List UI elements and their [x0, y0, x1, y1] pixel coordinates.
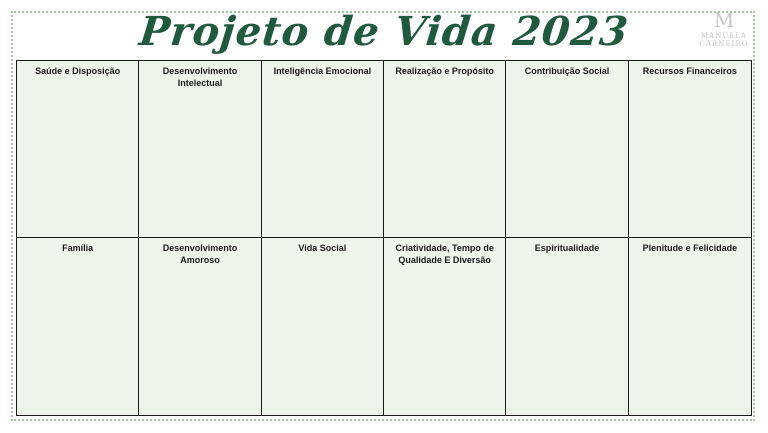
- area-label: Contribuição Social: [524, 66, 610, 76]
- area-label: Plenitude e Felicidade: [642, 243, 738, 253]
- area-cell-espiritualidade[interactable]: [506, 238, 628, 415]
- area-label: Desenvolvimento Intelectual: [162, 66, 238, 88]
- area-cell-recursos-financeiros[interactable]: [629, 61, 751, 238]
- area-cell-plenitude[interactable]: [629, 238, 751, 415]
- area-cell-realizacao[interactable]: [384, 61, 506, 238]
- logo-name: MANUELA CARNEIRO: [699, 32, 749, 48]
- area-cell-familia[interactable]: [17, 238, 139, 415]
- area-label: Criatividade, Tempo de Qualidade E Diversão: [395, 243, 494, 265]
- area-cell-saude[interactable]: [17, 61, 139, 238]
- area-label: Família: [62, 243, 94, 253]
- area-label: Inteligência Emocional: [273, 66, 372, 76]
- page-title: Projeto de Vida 2023: [137, 8, 631, 55]
- life-areas-grid: [16, 60, 752, 416]
- area-cell-desenvolvimento-amoroso[interactable]: [139, 238, 261, 415]
- area-label: Vida Social: [298, 243, 347, 253]
- logo-monogram: M: [713, 8, 735, 32]
- area-label: Realização e Propósito: [395, 66, 494, 76]
- brand-logo: [698, 8, 750, 56]
- area-label: Recursos Financeiros: [642, 66, 737, 76]
- area-cell-criatividade[interactable]: [384, 238, 506, 415]
- area-label: Espiritualidade: [534, 243, 600, 253]
- area-label: Saúde e Disposição: [35, 66, 121, 76]
- area-cell-inteligencia-emocional[interactable]: [262, 61, 384, 238]
- area-label: Desenvolvimento Amoroso: [162, 243, 238, 265]
- area-cell-vida-social[interactable]: [262, 238, 384, 415]
- area-cell-contribuicao-social[interactable]: [506, 61, 628, 238]
- area-cell-desenvolvimento-intelectual[interactable]: [139, 61, 261, 238]
